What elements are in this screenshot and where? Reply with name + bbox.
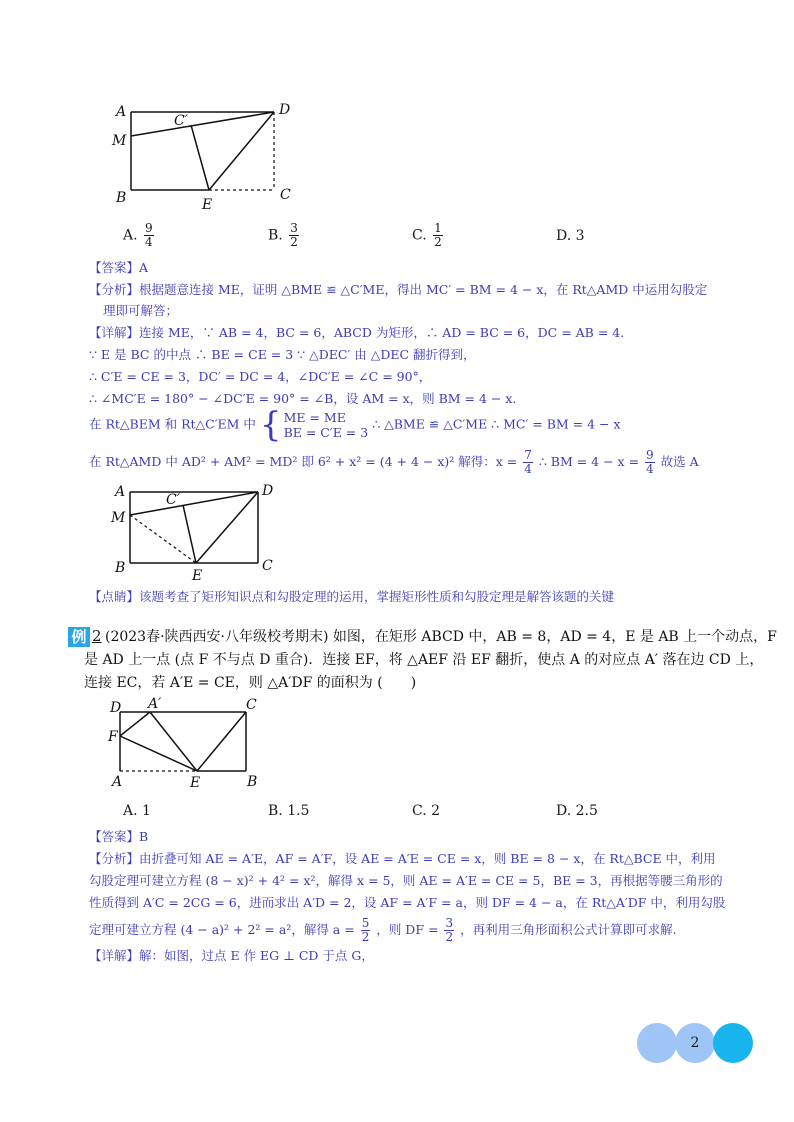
option-c[interactable]: C. $\frac{1}{2}$ xyxy=(412,221,442,249)
option-b[interactable]: B. 1.5 xyxy=(268,803,310,819)
label-C-prime: C′ xyxy=(174,113,188,129)
label-B: B xyxy=(116,190,127,206)
option-d[interactable]: D. 2.5 xyxy=(556,803,598,819)
example-line-3: 连接 EC，若 A′E = CE，则 △A′DF 的面积为 ( ) xyxy=(84,675,417,691)
fraction: $\frac{5}{2}$ xyxy=(361,916,370,944)
label-C: C xyxy=(246,697,257,713)
fraction: $\frac{9}{4}$ xyxy=(646,448,654,476)
detail-line-1: 【详解】解：如图，过点 E 作 EG ⊥ CD 于点 G， xyxy=(89,948,374,963)
analysis-line-2: 勾股定理可建立方程 (8 − x)² + 4² = x²，解得 x = 5，则 AE = A′E = CE = 5，BE = 3，再根据等腰三角形的 xyxy=(89,873,723,888)
comment-line: 【点睛】该题考查了矩形知识点和勾股定理的运用，掌握矩形性质和勾股定理是解答该题的关键 xyxy=(89,589,615,604)
detail-line-3: ∴ C′E = CE = 3，DC′ = DC = 4，∠DC′E = ∠C = 90°， xyxy=(89,369,432,384)
option-d[interactable]: D. 3 xyxy=(556,228,585,244)
fraction: $\frac{9}{4}$ xyxy=(145,221,153,249)
label-C: C xyxy=(280,187,291,203)
label-B: B xyxy=(247,774,258,790)
label-F: F xyxy=(108,729,118,745)
detail-line-4: ∴ ∠MC′E = 180° − ∠DC′E = 90° = ∠B，设 AM = x，则 BM = 4 − x. xyxy=(89,391,517,406)
figure-rectangle-fold-1 xyxy=(108,98,308,213)
analysis-line-3: 性质得到 A′C = 2CG = 6，进而求出 A′D = 2，设 AF = A′F = a，则 DF = 4 − a，在 Rt△A′DF 中，利用勾股 xyxy=(89,895,726,910)
page-number-circle: 2 xyxy=(675,1023,715,1063)
system-brace: { ME = ME BE = C′E = 3 xyxy=(259,405,369,445)
analysis-line-4: 定理可建立方程 (4 − a)² + 2² = a²，解得 a = $\frac{5}{2}$ ，则 DF = $\frac{3}{2}$ ，再利用三角形面积公式计算即可求解. xyxy=(89,916,677,944)
label-A: A xyxy=(115,484,126,500)
detail-line-5: 在 Rt△BEM 和 Rt△C′EM 中 { ME = ME BE = C′E = 3 ∴ △BME ≌ △C′ME ∴ MC′ = BM = 4 − x xyxy=(89,405,621,445)
label-D: D xyxy=(262,483,274,499)
figure-rectangle-fold-3 xyxy=(104,694,274,794)
option-b[interactable]: B. $\frac{3}{2}$ xyxy=(268,221,298,249)
detail-line-1: 【详解】连接 ME，∵ AB = 4，BC = 6，ABCD 为矩形，∴ AD = BC = 6，DC = AB = 4. xyxy=(89,325,625,340)
label-M: M xyxy=(112,133,127,149)
option-c[interactable]: C. 2 xyxy=(412,803,441,819)
figure-rectangle-fold-2 xyxy=(108,480,288,585)
label-C-prime: C′ xyxy=(166,492,180,508)
fraction: $\frac{1}{2}$ xyxy=(434,221,442,249)
detail-line-2: ∵ E 是 BC 的中点 ∴ BE = CE = 3 ∵ △DEC′ 由 △DEC 翻折得到， xyxy=(89,347,476,362)
detail-line-6: 在 Rt△AMD 中 AD² + AM² = MD² 即 6² + x² = (4 + 4 − x)² 解得：x = $\frac{7}{4}$ ∴ BM = 4 − x = $\frac{9}{4}$ 故选 A xyxy=(89,448,699,476)
answer-line: 【答案】B xyxy=(89,829,149,844)
page-circle-right xyxy=(713,1023,753,1063)
page-circle-left xyxy=(637,1023,677,1063)
fraction: $\frac{7}{4}$ xyxy=(524,448,532,476)
fraction: $\frac{3}{2}$ xyxy=(445,916,454,944)
fraction: $\frac{3}{2}$ xyxy=(290,221,298,249)
example-line-2: 是 AD 上一点 (点 F 不与点 D 重合)．连接 EF，将 △AEF 沿 EF 翻折，使点 A 的对应点 A′ 落在边 CD 上， xyxy=(84,652,764,668)
label-D: D xyxy=(279,102,291,118)
analysis-line-2: 理即可解答； xyxy=(103,303,179,318)
example-line-1: (2023春·陕西西安·八年级校考期末) 如图，在矩形 ABCD 中，AB = 8，AD = 4，E 是 AB 上一个动点，F xyxy=(105,629,777,645)
example-badge: 例 xyxy=(68,627,90,647)
option-a[interactable]: A. $\frac{9}{4}$ xyxy=(123,221,153,249)
answer-line: 【答案】A xyxy=(89,260,149,275)
label-A-prime: A′ xyxy=(148,696,162,712)
example-number: 2 xyxy=(92,627,102,645)
analysis-line-1: 【分析】根据题意连接 ME，证明 △BME ≌ △C′ME，得出 MC′ = BM = 4 − x，在 Rt△AMD 中运用勾股定 xyxy=(89,282,708,297)
label-E: E xyxy=(202,197,213,213)
option-a[interactable]: A. 1 xyxy=(123,803,151,819)
label-C: C xyxy=(262,558,273,574)
analysis-line-1: 【分析】由折叠可知 AE = A′E，AF = A′F，设 AE = A′E = CE = x，则 BE = 8 − x，在 Rt△BCE 中，利用 xyxy=(89,851,716,866)
label-B: B xyxy=(115,560,126,576)
label-E: E xyxy=(192,568,203,584)
label-A: A xyxy=(112,774,123,790)
label-A: A xyxy=(116,104,127,120)
label-D: D xyxy=(110,700,122,716)
label-M: M xyxy=(111,510,126,526)
label-E: E xyxy=(190,775,201,791)
